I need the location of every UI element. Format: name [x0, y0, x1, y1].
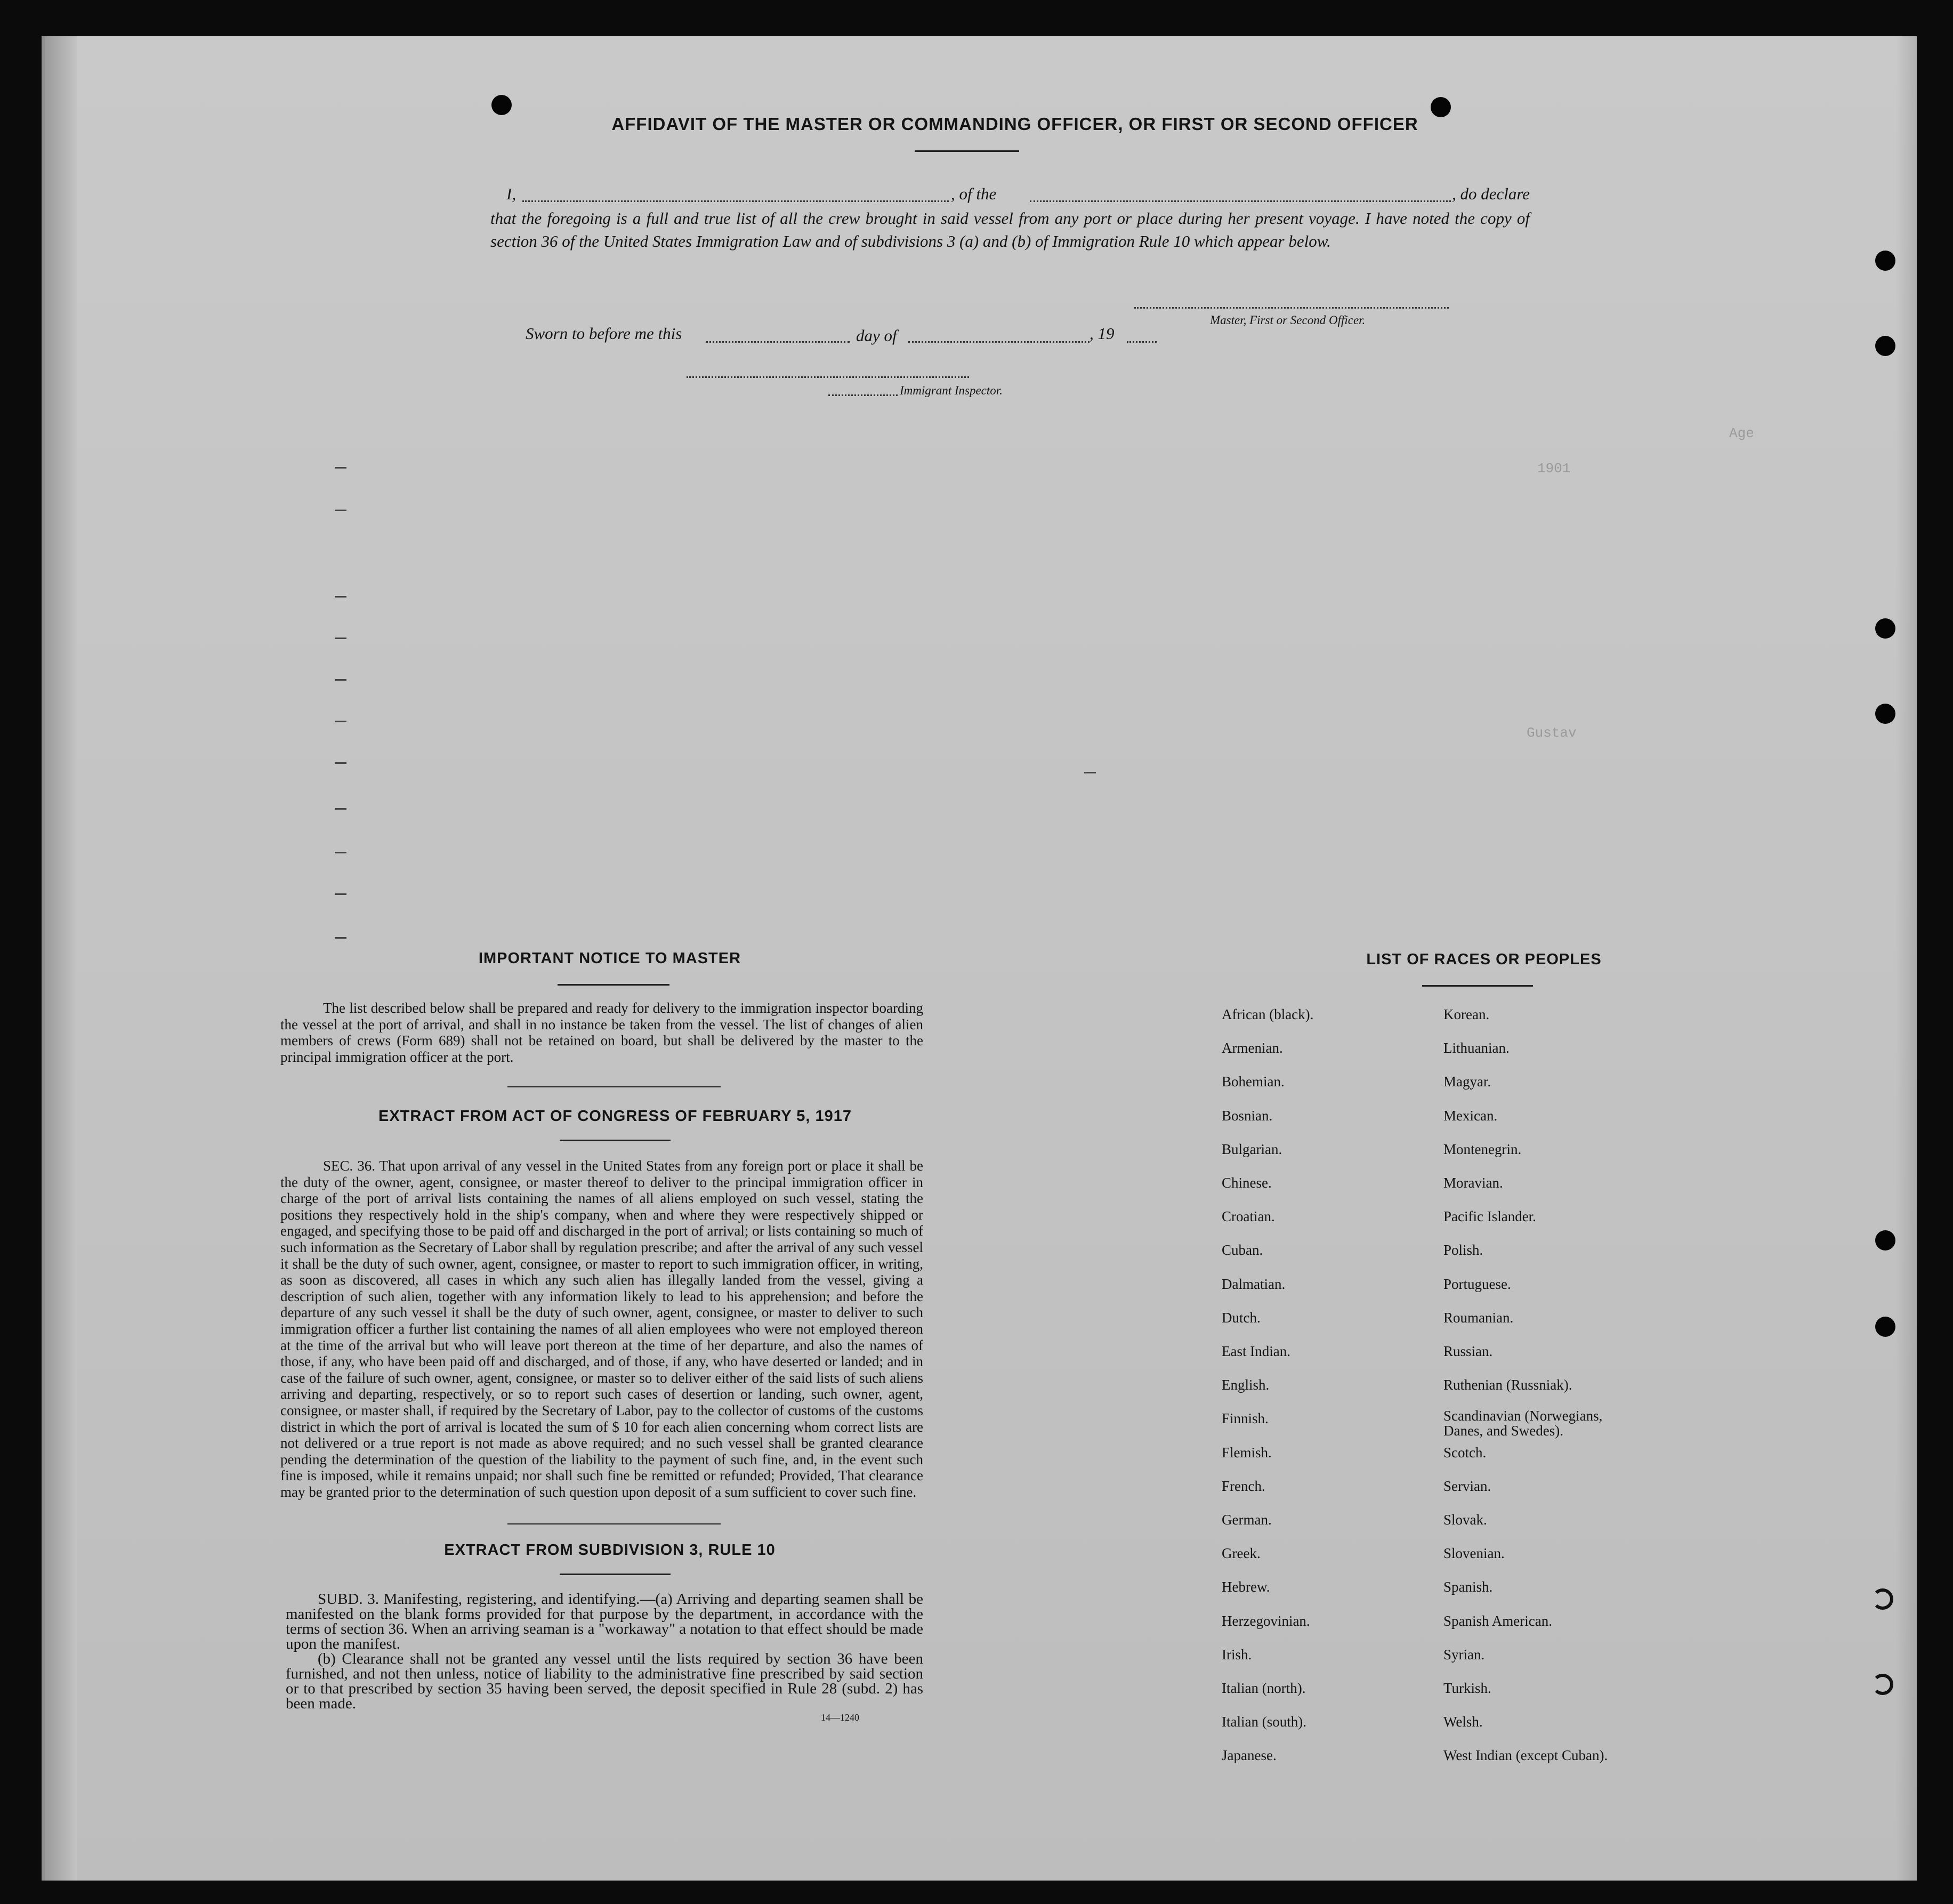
margin-dash	[335, 852, 346, 853]
year-blank	[1127, 341, 1157, 343]
extract-rule-para-b: (b) Clearance shall not be granted any vessel until the lists required by section 36 have been furnished, and not then unless, notice of liability to the administrative fine prescribed by said section or to that prescribed by section 35 having been served, the deposit specified in Rule 28 (subd. 2) has been made.	[286, 1650, 923, 1712]
margin-dash	[335, 596, 346, 598]
punch-hole	[1872, 1674, 1893, 1695]
extract-act-underline	[560, 1140, 671, 1141]
margin-dash	[335, 638, 346, 639]
sworn-before-label: Sworn to before me this	[526, 324, 682, 343]
race-item-right: Scandinavian (Norwegians, Danes, and Swedes).	[1443, 1408, 1603, 1439]
race-item-right: Spanish.	[1443, 1579, 1493, 1595]
bleed-through-text: Gustav	[1527, 725, 1577, 741]
vessel-blank	[1030, 200, 1451, 202]
month-blank	[908, 341, 1090, 343]
race-item-right: Ruthenian (Russniak).	[1443, 1377, 1572, 1393]
affidavit-paragraph: that the foregoing is a full and true list of all the crew brought in said vessel from any port or place during her present voyage. I have noted the copy of section 36 of the United States Immigration Law and of subdivisions 3 (a) and (b) of Immigration Rule 10 which appear below.	[490, 209, 1530, 251]
race-item-left: Chinese.	[1222, 1175, 1272, 1191]
margin-dash	[335, 808, 346, 810]
form-number: 14—1240	[821, 1712, 859, 1723]
do-declare-label: , do declare	[1452, 184, 1530, 203]
year-prefix-label: , 19	[1090, 324, 1115, 343]
edge-shadow	[1895, 36, 1917, 1881]
race-item-right: Slovenian.	[1443, 1545, 1505, 1562]
race-item-right: Montenegrin.	[1443, 1141, 1522, 1157]
race-item-right: Spanish American.	[1443, 1612, 1552, 1629]
extract-act-title: EXTRACT FROM ACT OF CONGRESS OF FEBRUARY 5, 1917	[378, 1108, 852, 1125]
punch-hole	[1875, 618, 1895, 639]
title-underline	[915, 150, 1019, 152]
race-item-left: Japanese.	[1222, 1747, 1277, 1764]
race-item-right: Moravian.	[1443, 1175, 1503, 1191]
section-divider	[507, 1523, 721, 1524]
margin-dash	[1084, 772, 1096, 773]
race-item-right: Welsh.	[1443, 1714, 1483, 1730]
race-item-right: Korean.	[1443, 1006, 1490, 1022]
race-item-left: Italian (south).	[1222, 1714, 1306, 1730]
race-item-right: Slovak.	[1443, 1512, 1487, 1528]
of-the-label: , of the	[951, 184, 997, 203]
punch-hole	[1875, 1317, 1895, 1337]
punch-hole	[1875, 251, 1895, 271]
bleed-through-text: Age	[1729, 425, 1754, 441]
extract-act-text: SEC. 36. That upon arrival of any vessel in the United States from any foreign port or place it shall be the duty of the owner, agent, consignee, or master thereof to deliver to the principal immigration officer in charge of the port of arrival lists containing the names of all aliens employed on such vessel, stating the positions they respectively hold in the ship's company, when and where they were respectively shipped or engaged, and specifying those to be paid off and discharged in the port of arrival; or lists containing so much of such information as the Secretary of Labor shall by regulation prescribe; and after the arrival of any such vessel it shall be the duty of such owner, agent, consignee, or master to report to such immigration officer, in writing, as soon as discovered, all cases in which any such alien has illegally landed from the vessel, giving a description of such alien, together with any information likely to lead to his apprehension; and before the departure of any such vessel it shall be the duty of such owner, agent, consignee, or master to deliver to such immigration officer a further list containing the names of all alien employees who were not employed thereon at the time of the arrival but who will leave port thereon at the time of her departure, and also the names of those, if any, who have been paid off and discharged, and of those, if any, who have deserted or landed; and in case of the failure of such owner, agent, consignee, or master so to deliver either of the said lists of such aliens arriving and departing, respectively, or so to report such cases of desertion or landing, such owner, agent, consignee, or master shall, if required by the Secretary of Labor, pay to the collector of customs of the customs district in which the port of arrival is located the sum of $ 10 for each alien concerning whom correct lists are not delivered or a true report is not made as above required; and no such vessel shall be granted clearance pending the determination of the question of the liability to the payment of such fine, and, in the event such fine is imposed, while it remains unpaid; nor shall such fine be remitted or refunded; Provided, That clearance may be granted prior to the determination of such question upon deposit of a sum sufficient to cover such fine.	[280, 1158, 923, 1500]
race-item-right: Turkish.	[1443, 1680, 1491, 1696]
signature-label: Master, First or Second Officer.	[1210, 313, 1366, 327]
races-title: LIST OF RACES OR PEOPLES	[1366, 951, 1602, 968]
punch-hole	[491, 95, 512, 115]
notice-text: The list described below shall be prepared and ready for delivery to the immigration inspector boarding the vessel at the port of arrival, and shall in no instance be taken from the vessel. The list of changes of alien members of crews (Form 689) shall not be retained on board, but shall be delivered by the master to the principal immigration officer at the port.	[280, 1000, 923, 1065]
race-item-left: Croatian.	[1222, 1208, 1275, 1225]
document-sheet	[42, 36, 1917, 1881]
day-blank	[706, 341, 850, 343]
race-item-right: West Indian (except Cuban).	[1443, 1747, 1608, 1764]
extract-rule-title: EXTRACT FROM SUBDIVISION 3, RULE 10	[444, 1542, 776, 1559]
i-label: I,	[506, 184, 517, 203]
race-item-left: Bohemian.	[1222, 1074, 1285, 1090]
race-item-left: Irish.	[1222, 1646, 1252, 1663]
race-item-left: Greek.	[1222, 1545, 1261, 1562]
race-item-right: Polish.	[1443, 1242, 1483, 1258]
affidavit-name-line	[506, 184, 516, 204]
extract-rule-para-a: SUBD. 3. Manifesting, registering, and identifying.—(a) Arriving and departing seamen shall be manifested on the blank forms provided for that purpose by the department, in accordance with the terms of section 36. When an arriving seaman is a "workaway" a notation to that effect should be made upon the manifest.	[286, 1591, 923, 1652]
signature-line	[1134, 307, 1449, 309]
race-item-left: English.	[1222, 1377, 1270, 1393]
race-item-left: Hebrew.	[1222, 1579, 1270, 1595]
margin-dash	[335, 893, 346, 895]
race-item-left: Italian (north).	[1222, 1680, 1306, 1696]
race-item-left: Bosnian.	[1222, 1107, 1273, 1124]
race-item-left: Armenian.	[1222, 1040, 1283, 1056]
race-item-right: Pacific Islander.	[1443, 1208, 1536, 1225]
margin-dash	[335, 467, 346, 469]
races-underline	[1422, 985, 1533, 987]
punch-hole	[1875, 704, 1895, 724]
extract-rule-underline	[560, 1574, 671, 1575]
race-item-right: Syrian.	[1443, 1646, 1485, 1663]
inspector-label: Immigrant Inspector.	[900, 384, 1003, 397]
race-item-left: African (black).	[1222, 1006, 1314, 1022]
margin-dash	[335, 762, 346, 764]
race-item-right: Roumanian.	[1443, 1309, 1514, 1326]
race-item-left: French.	[1222, 1478, 1265, 1494]
race-item-left: Dalmatian.	[1222, 1276, 1286, 1292]
inspector-line	[687, 376, 969, 378]
race-item-right: Magyar.	[1443, 1074, 1491, 1090]
race-item-right: Russian.	[1443, 1343, 1493, 1359]
punch-hole	[1872, 1588, 1893, 1610]
race-item-left: East Indian.	[1222, 1343, 1290, 1359]
bleed-through-text: 1901	[1537, 461, 1571, 477]
affidavit-title: AFFIDAVIT OF THE MASTER OR COMMANDING OFFICER, OR FIRST OR SECOND OFFICER	[611, 114, 1418, 134]
name-blank	[522, 200, 949, 202]
race-item-right: Lithuanian.	[1443, 1040, 1510, 1056]
punch-hole	[1875, 1230, 1895, 1250]
race-item-left: Finnish.	[1222, 1410, 1269, 1427]
race-item-left: Herzegovinian.	[1222, 1612, 1310, 1629]
race-item-left: Dutch.	[1222, 1309, 1261, 1326]
section-divider	[507, 1086, 721, 1087]
race-item-left: Bulgarian.	[1222, 1141, 1282, 1157]
margin-dash	[335, 510, 346, 511]
margin-dash	[335, 937, 346, 939]
race-item-right: Servian.	[1443, 1478, 1491, 1494]
inspector-line-lead	[828, 394, 898, 396]
race-item-left: Flemish.	[1222, 1444, 1272, 1461]
punch-hole	[1875, 336, 1895, 356]
race-item-right: Mexican.	[1443, 1107, 1498, 1124]
margin-dash	[335, 679, 346, 681]
margin-dash	[335, 721, 346, 722]
notice-underline	[558, 984, 669, 986]
day-of-label: day of	[856, 326, 897, 345]
race-item-right: Portuguese.	[1443, 1276, 1511, 1292]
race-item-left: German.	[1222, 1512, 1272, 1528]
page-fold-shadow	[45, 36, 77, 1881]
notice-title: IMPORTANT NOTICE TO MASTER	[478, 950, 741, 967]
race-item-right: Scotch.	[1443, 1444, 1487, 1461]
race-item-left: Cuban.	[1222, 1242, 1263, 1258]
